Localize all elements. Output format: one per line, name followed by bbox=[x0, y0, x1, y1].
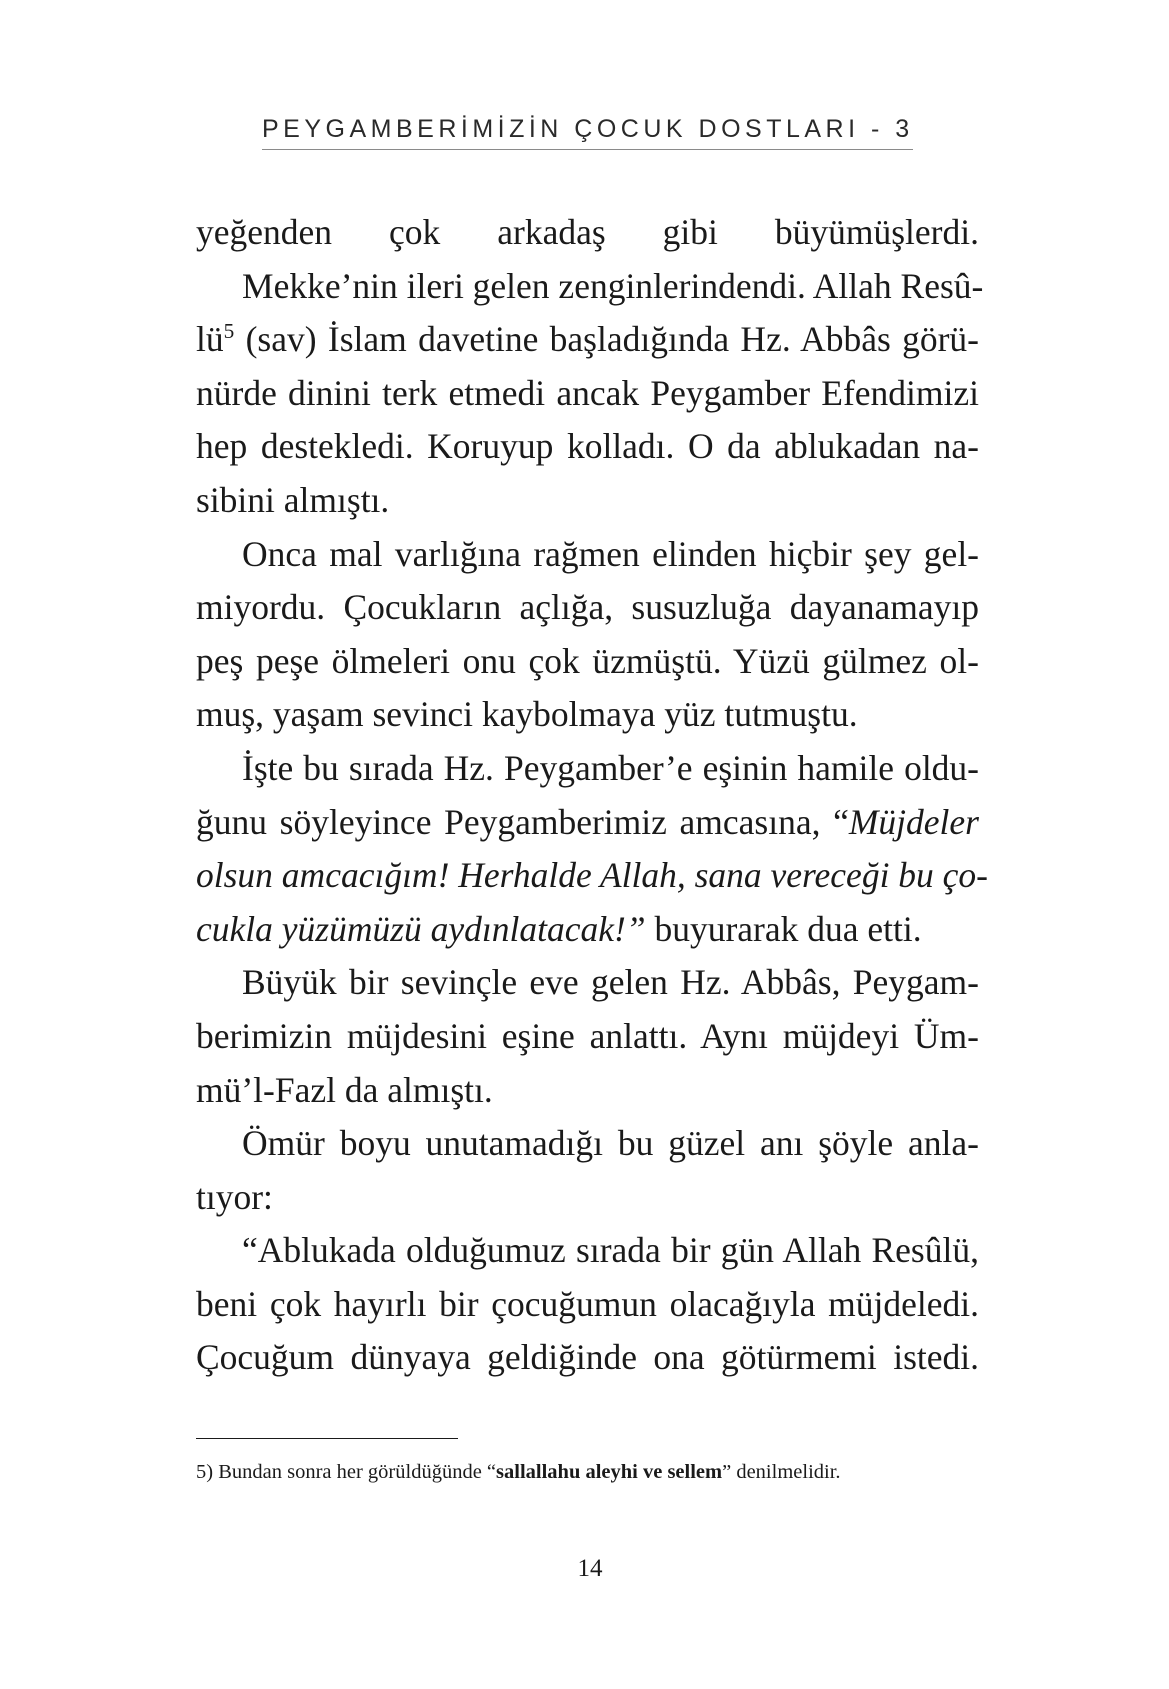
text-line: mü’l-Fazl da almıştı. bbox=[196, 1069, 493, 1110]
text-line: $lü^5$ (sav) İslam davetine başladığında Hz. Abbâs görü- bbox=[196, 319, 979, 360]
text-line: sibini almıştı. bbox=[196, 479, 390, 520]
footnote-divider bbox=[196, 1438, 458, 1439]
footnote-bold: sallallahu aleyhi ve sellem bbox=[496, 1461, 723, 1483]
running-title: PEYGAMBERİMİZİN ÇOCUK DOSTLARI - 3 bbox=[262, 115, 914, 143]
body-text bbox=[196, 206, 989, 1385]
text-line: ğunu söyleyince Peygamberimiz amcasına, “Müjdeler bbox=[196, 801, 979, 842]
text-line: hep destekledi. Koruyup kolladı. O da ablukadan na- bbox=[196, 426, 979, 467]
running-header bbox=[262, 108, 913, 150]
footnote-marker: 5 bbox=[223, 319, 235, 344]
text-line: yeğenden çok arkadaş gibi büyümüşlerdi. bbox=[196, 212, 979, 252]
text-line: Ömür boyu unutamadığı bu güzel anı şöyle anla- bbox=[242, 1123, 979, 1164]
text-line: Çocuğum dünyaya geldiğinde ona götürmemi istedi. bbox=[196, 1337, 979, 1378]
footnote: 5) Bundan sonra her görüldüğünde “sallallahu aleyhi ve sellem” denilmelidir. bbox=[196, 1461, 841, 1483]
text-line: nürde dinini terk etmedi ancak Peygamber Efendimizi bbox=[196, 372, 979, 413]
text-line: beni çok hayırlı bir çocuğumun olacağıyla müjdeledi. bbox=[196, 1283, 979, 1324]
text-line: “Ablukada olduğumuz sırada bir gün Allah Resûlü, bbox=[242, 1230, 979, 1271]
quote-italic: olsun amcacığım! Herhalde Allah, sana vereceği bu ço- bbox=[196, 855, 989, 896]
text-line: muş, yaşam sevinci kaybolmaya yüz tutmuştu. bbox=[196, 694, 858, 735]
text-line: peş peşe ölmeleri onu çok üzmüştü. Yüzü gülmez ol- bbox=[196, 640, 979, 681]
text-line: Onca mal varlığına rağmen elinden hiçbir şey gel- bbox=[242, 533, 979, 574]
quote-italic: cukla yüzümüzü aydınlatacak!” bbox=[196, 908, 646, 949]
text-line: Büyük bir sevinçle eve gelen Hz. Abbâs, Peygam- bbox=[242, 962, 979, 1003]
quote-italic: Müjdeler bbox=[848, 801, 979, 842]
text-line: Mekke’nin ileri gelen zenginlerindendi. Allah Resû- bbox=[242, 265, 984, 306]
text-line: tıyor: bbox=[196, 1176, 273, 1217]
page-number: 14 bbox=[577, 1555, 603, 1582]
text-line: İşte bu sırada Hz. Peygamber’e eşinin hamile oldu- bbox=[242, 747, 979, 788]
text-line: cukla yüzümüzü aydınlatacak!” buyurarak dua etti. bbox=[196, 908, 922, 949]
text-line: berimizin müjdesini eşine anlattı. Aynı müjdeyi Üm- bbox=[196, 1015, 979, 1056]
text-line: miyordu. Çocukların açlığa, susuzluğa dayanamayıp bbox=[196, 587, 979, 628]
text-line bbox=[196, 849, 989, 903]
